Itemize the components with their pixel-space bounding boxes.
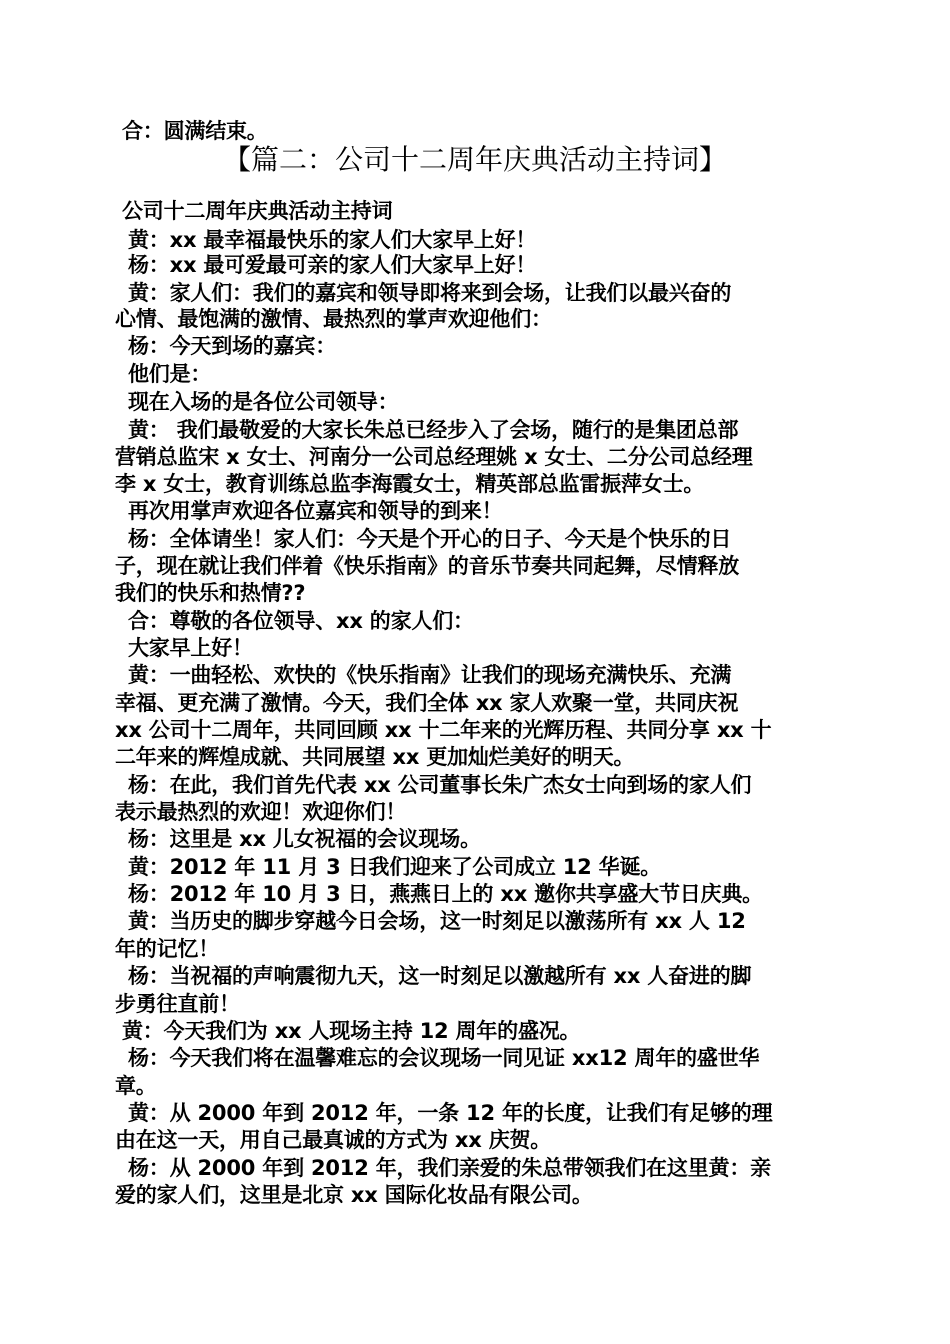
text-line: 表示最热烈的欢迎！欢迎你们！ [115, 800, 407, 824]
text-line: 子，现在就让我们伴着《快乐指南》的音乐节奏共同起舞，尽情释放 [115, 554, 739, 578]
text-line: 杨：当祝福的声响震彻九天，这一时刻足以激越所有 xx 人奋进的脚 [128, 964, 752, 988]
text-line: 年的记忆！ [115, 937, 219, 961]
text-line: 现在入场的是各位公司领导： [128, 390, 399, 414]
text-line: 杨：在此，我们首先代表 xx 公司董事长朱广杰女士向到场的家人们 [128, 773, 752, 797]
text-line: 杨：2012 年 10 月 3 日，燕燕日上的 xx 邀你共享盛大节日庆典。 [128, 882, 763, 906]
text-line: 大家早上好！ [128, 636, 253, 660]
text-line: 章。 [115, 1074, 157, 1098]
text-line: 幸福、更充满了激情。今天，我们全体 xx 家人欢聚一堂，共同庆祝 [115, 691, 739, 715]
text-line: 黄：当历史的脚步穿越今日会场，这一时刻足以激荡所有 xx 人 12 [128, 909, 746, 933]
document-title: 公司十二周年庆典活动主持词 [122, 199, 393, 223]
text-line: 黄：一曲轻松、欢快的《快乐指南》让我们的现场充满快乐、充满 [128, 663, 732, 687]
text-line: 黄：xx 最幸福最快乐的家人们大家早上好！ [128, 228, 537, 252]
text-line: 杨：从 2000 年到 2012 年，我们亲爱的朱总带领我们在这里黄：亲 [128, 1156, 771, 1180]
closing-line: 合：圆满结束。 [122, 119, 268, 143]
text-line: 杨：xx 最可爱最可亲的家人们大家早上好！ [128, 253, 537, 277]
text-line: 黄：今天我们为 xx 人现场主持 12 周年的盛况。 [122, 1019, 581, 1043]
text-line: xx 公司十二周年，共同回顾 xx 十二年来的光辉历程、共同分享 xx 十 [115, 718, 772, 742]
text-line: 他们是： [128, 362, 212, 386]
section-heading: 【篇二：公司十二周年庆典活动主持词】 [222, 143, 727, 176]
text-line: 营销总监宋 x 女士、河南分一公司总经理姚 x 女士、二分公司总经理 [115, 445, 753, 469]
text-line: 杨：这里是 xx 儿女祝福的会议现场。 [128, 827, 481, 851]
text-line: 由在这一天，用自己最真诚的方式为 xx 庆贺。 [115, 1128, 552, 1152]
text-line: 黄：从 2000 年到 2012 年，一条 12 年的长度，让我们有足够的理 [128, 1101, 773, 1125]
text-line: 李 x 女士，教育训练总监李海霞女士，精英部总监雷振萍女士。 [115, 472, 705, 496]
text-line: 二年来的辉煌成就、共同展望 xx 更加灿烂美好的明天。 [115, 745, 635, 769]
text-line: 心情、最饱满的激情、最热烈的掌声欢迎他们： [115, 307, 552, 331]
text-line: 步勇往直前！ [115, 992, 240, 1016]
text-line: 爱的家人们，这里是北京 xx 国际化妆品有限公司。 [115, 1183, 593, 1207]
text-line: 黄： 我们最敬爱的大家长朱总已经步入了会场，随行的是集团总部 [128, 418, 739, 442]
text-line: 我们的快乐和热情?? [115, 581, 306, 605]
text-line: 杨：全体请坐！家人们：今天是个开心的日子、今天是个快乐的日 [128, 527, 732, 551]
text-line: 再次用掌声欢迎各位嘉宾和领导的到来！ [128, 499, 503, 523]
text-line: 杨：今天我们将在温馨难忘的会议现场一同见证 xx12 周年的盛世华 [128, 1046, 760, 1070]
text-line: 杨：今天到场的嘉宾： [128, 334, 336, 358]
text-line: 合：尊敬的各位领导、xx 的家人们： [128, 609, 474, 633]
text-line: 黄：家人们：我们的嘉宾和领导即将来到会场，让我们以最兴奋的 [128, 281, 732, 305]
text-line: 黄：2012 年 11 月 3 日我们迎来了公司成立 12 华诞。 [128, 855, 662, 879]
